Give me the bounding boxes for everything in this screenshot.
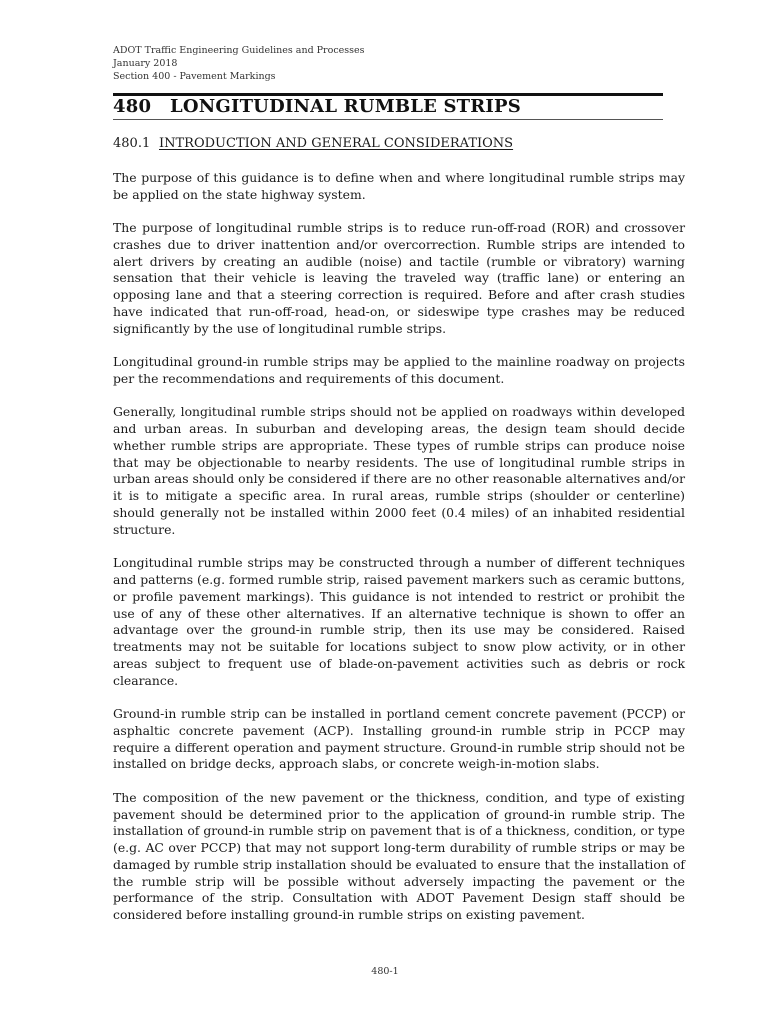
paragraph: Longitudinal rumble strips may be constructed through a number of different techniques and patterns (e.g. formed rumble strip, raised pavement markers such as ceramic buttons, or profile pavement markings). This guidance is not intended to restrict or prohibit the use of any of these other alternatives. If an alternative technique is shown to offer an advantage over the ground-in rumble strip, then its use may be considered. Raised treatments may not be suitable for locations subject to snow plow activity, or in other areas subject to frequent use of blade-on-pavement activities such as debris or rock clearance. (113, 555, 685, 688)
header-section: Section 400 - Pavement Markings (113, 71, 276, 82)
subsection-number: 480.1 (113, 136, 151, 151)
page-number: 480-1 (371, 966, 399, 977)
paragraph: Ground-in rumble strip can be installed in portland cement concrete pavement (PCCP) or asphaltic concrete pavement (ACP). Installing ground-in rumble strip in PCCP may require a different operation and payment structure. Ground-in rumble strip should not be installed on bridge decks, approach slabs, or concrete weigh-in-motion slabs. (113, 706, 685, 772)
paragraph: The purpose of longitudinal rumble strips is to reduce run-off-road (ROR) and crossover crashes due to driver inattention and/or overcorrection. Rumble strips are intended to alert drivers by creating an audible (noise) and tactile (rumble or vibratory) warning sensation that their vehicle is leaving the traveled way (traffic lane) or entering an opposing lane and that a steering correction is required. Before and after crash studies have indicated that run-off-road, head-on, or sideswipe type crashes may be reduced significantly by the use of longitudinal rumble strips. (113, 220, 685, 336)
paragraph: The purpose of this guidance is to define when and where longitudinal rumble strips may be applied on the state highway system. (113, 170, 685, 202)
body-text (113, 170, 685, 941)
section-title: LONGITUDINAL RUMBLE STRIPS (170, 96, 521, 117)
subsection-heading (113, 136, 513, 152)
header-date: January 2018 (113, 58, 178, 69)
paragraph: The composition of the new pavement or the thickness, condition, and type of existing pavement should be determined prior to the application of ground-in rumble strip. The installation of ground-in rumble strip on pavement that is of a thickness, condition, or type (e.g. AC over PCCP) that may not support long-term durability of rumble strips or may be damaged by rumble strip installation should be evaluated to ensure that the installation of the rumble strip will be possible without adversely impacting the pavement or the performance of the strip. Consultation with ADOT Pavement Design staff should be considered before installing ground-in rumble strips on existing pavement. (113, 789, 685, 923)
section-heading (113, 96, 521, 118)
section-bottom-rule (113, 119, 663, 120)
paragraph: Generally, longitudinal rumble strips should not be applied on roadways within developed and urban areas. In suburban and developing areas, the design team should decide whether rumble strips are appropriate. These types of rumble strips can produce noise that may be objectionable to nearby residents. The use of longitudinal rumble strips in urban areas should only be considered if there are no other reasonable alternatives and/or it is to mitigate a specific area. In rural areas, rumble strips (shoulder or centerline) should generally not be installed within 2000 feet (0.4 miles) of an inhabited residential structure. (113, 404, 685, 537)
paragraph: Longitudinal ground-in rumble strips may be applied to the mainline roadway on projects per the recommendations and requirements of this document. (113, 354, 685, 386)
subsection-title: INTRODUCTION AND GENERAL CONSIDERATIONS (159, 136, 514, 151)
header-guideline-title: ADOT Traffic Engineering Guidelines and Processes (113, 45, 365, 56)
running-header (113, 44, 365, 83)
section-number: 480 (113, 96, 152, 117)
